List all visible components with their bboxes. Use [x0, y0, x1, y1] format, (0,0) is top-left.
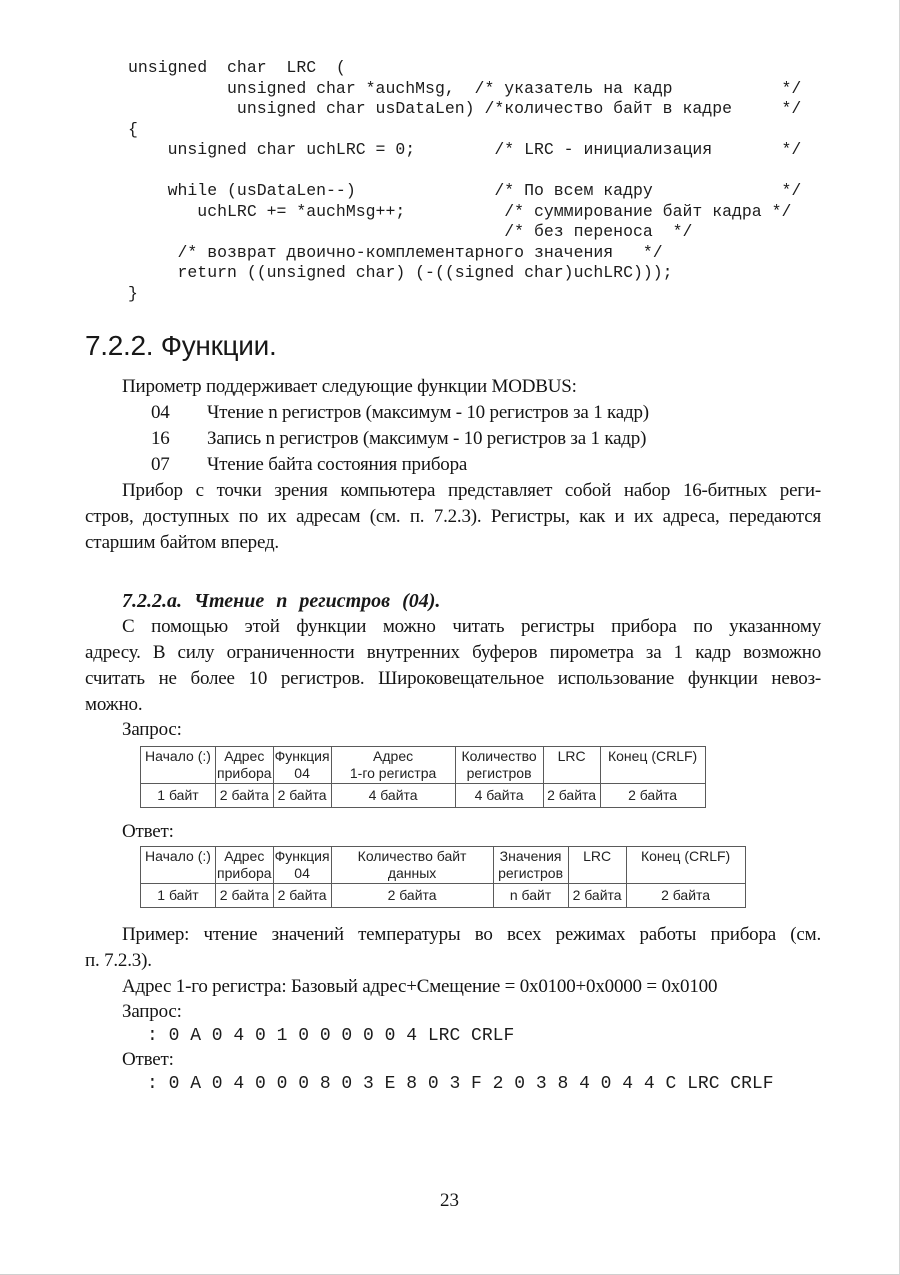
header-cell: Конец (CRLF): [626, 847, 745, 884]
code-line: return ((unsigned char) (-((signed char)uchLRC)));: [128, 263, 673, 282]
code-line: {: [128, 119, 138, 139]
paragraph-line: считать не более 10 регистров. Широковещательное использование функции невоз-: [85, 668, 821, 689]
functions-list: [85, 400, 821, 478]
paragraph-line: п. 7.2.3).: [85, 950, 152, 971]
code-line: [128, 161, 821, 182]
page-number: 23: [440, 1190, 459, 1211]
size-cell: 2 байта: [331, 884, 493, 908]
paragraph-line: Прибор с точки зрения компьютера представляет собой набор 16-битных реги-: [122, 480, 821, 501]
response-label: Ответ:: [122, 1049, 174, 1070]
size-cell: 1 байт: [141, 884, 216, 908]
header-cell: Адрес прибора: [216, 747, 274, 784]
size-cell: 2 байта: [216, 784, 274, 808]
address-line: Адрес 1-го регистра: Базовый адрес+Смещение = 0x0100+0x0000 = 0x0100: [122, 976, 718, 997]
header-cell: LRC: [568, 847, 626, 884]
table-header-row: [141, 747, 706, 784]
header-cell: Адрес прибора: [216, 847, 274, 884]
size-cell: 2 байта: [626, 884, 745, 908]
header-cell: Функция 04: [273, 847, 331, 884]
code-line: unsigned char *auchMsg, /* указатель на кадр */: [128, 78, 802, 98]
request-table: [140, 746, 706, 808]
subsection-heading: 7.2.2.а. Чтение n регистров (04).: [122, 590, 441, 612]
paragraph-line: стров, доступных по их адресам (см. п. 7.2.3). Регистры, как и их адреса, передаются: [85, 506, 821, 527]
paragraph-line: адресу. В силу ограниченности внутренних буферов пирометра за 1 кадр возможно: [85, 642, 821, 663]
list-item: [85, 452, 821, 478]
code-line: }: [128, 283, 138, 303]
size-cell: 4 байта: [331, 784, 455, 808]
header-cell: Количество регистров: [455, 747, 543, 784]
function-description: Чтение байта состояния прибора: [207, 454, 468, 475]
intro-paragraph: Пирометр поддерживает следующие функции MODBUS:: [122, 376, 577, 397]
size-cell: 4 байта: [455, 784, 543, 808]
table-size-row: [141, 884, 746, 908]
size-cell: 1 байт: [141, 784, 216, 808]
code-line: /* без переноса */: [128, 222, 693, 241]
paragraph-line: старшим байтом вперед.: [85, 532, 279, 553]
request-label: Запрос:: [122, 719, 182, 740]
size-cell: 2 байта: [273, 784, 331, 808]
code-line: unsigned char uchLRC = 0; /* LRC - инициализация */: [128, 140, 802, 159]
table-size-row: [141, 784, 706, 808]
paragraph-line: можно.: [85, 694, 143, 715]
code-line: uchLRC += *auchMsg++; /* суммирование байт кадра */: [128, 201, 792, 221]
size-cell: 2 байта: [273, 884, 331, 908]
response-frame: : 0 A 0 4 0 0 0 8 0 3 E 8 0 3 F 2 0 3 8 4 0 4 4 C LRC CRLF: [147, 1074, 774, 1094]
request-label: Запрос:: [122, 1001, 182, 1022]
code-line: while (usDataLen--) /* По всем кадру */: [128, 181, 802, 200]
code-block: [128, 58, 821, 304]
section-heading: 7.2.2. Функции.: [85, 330, 277, 361]
size-cell: 2 байта: [216, 884, 274, 908]
size-cell: 2 байта: [568, 884, 626, 908]
size-cell: 2 байта: [600, 784, 705, 808]
code-line: unsigned char LRC (: [128, 58, 346, 77]
header-cell: Функция 04: [273, 747, 331, 784]
header-cell: Конец (CRLF): [600, 747, 705, 784]
header-cell: Начало (:): [141, 847, 216, 884]
device-paragraph: [85, 478, 821, 556]
function-code: 04: [151, 402, 170, 423]
paragraph-line: Пример: чтение значений температуры во всех режимах работы прибора (см.: [122, 924, 821, 945]
list-item: [85, 426, 821, 452]
function-description: Чтение n регистров (максимум - 10 регистров за 1 кадр): [207, 402, 649, 423]
paragraph-line: С помощью этой функции можно читать регистры прибора по указанному: [122, 616, 821, 637]
function-code: 07: [151, 454, 170, 475]
size-cell: 2 байта: [543, 784, 600, 808]
header-cell: Количество байт данных: [331, 847, 493, 884]
response-label: Ответ:: [122, 821, 174, 842]
function-description: Запись n регистров (максимум - 10 регистров за 1 кадр): [207, 428, 647, 449]
header-cell: Начало (:): [141, 747, 216, 784]
code-line: /* возврат двоично-комплементарного значения */: [128, 242, 663, 262]
function-code: 16: [151, 428, 170, 449]
list-item: [85, 400, 821, 426]
table-header-row: [141, 847, 746, 884]
header-cell: LRC: [543, 747, 600, 784]
header-cell: Адрес 1-го регистра: [331, 747, 455, 784]
function-paragraph: [85, 614, 821, 718]
request-frame: : 0 A 0 4 0 1 0 0 0 0 0 4 LRC CRLF: [147, 1026, 515, 1046]
header-cell: Значения регистров: [493, 847, 568, 884]
example-paragraph: [85, 922, 821, 974]
size-cell: n байт: [493, 884, 568, 908]
code-line: unsigned char usDataLen) /*количество байт в кадре */: [128, 99, 802, 118]
response-table: [140, 846, 746, 908]
